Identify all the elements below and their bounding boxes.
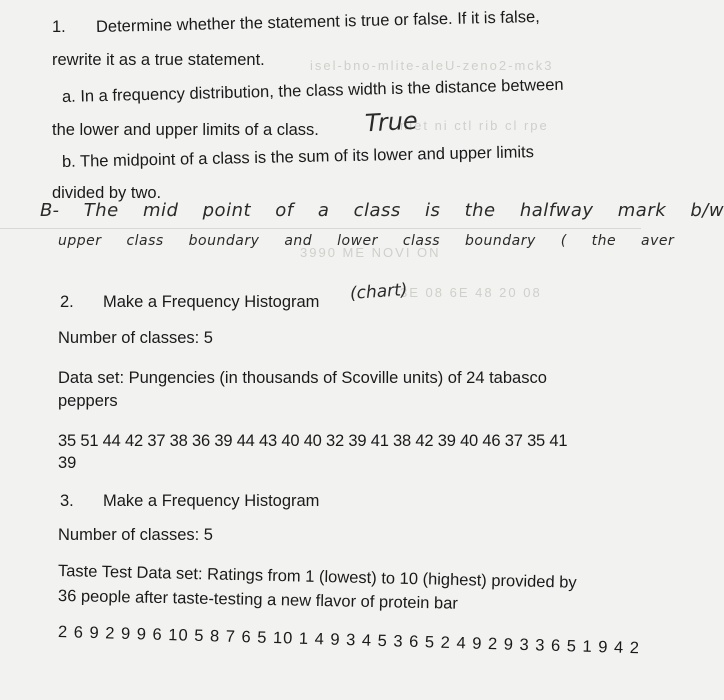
q2-number: 2.	[60, 293, 74, 311]
bleed-through-text: 3E 08 6E 48 20 08	[400, 285, 542, 300]
q3-title: Make a Frequency Histogram	[103, 492, 320, 510]
fold-line	[0, 228, 641, 229]
q2-classes: Number of classes: 5	[58, 329, 213, 347]
q1b-statement: b. The midpoint of a class is the sum of its lower and upper limits	[61, 143, 535, 171]
q3-classes: Number of classes: 5	[58, 526, 213, 544]
q1a-handwritten-answer: True	[364, 106, 419, 138]
bleed-through-text: 3990 ME NOVI ON	[300, 245, 441, 260]
q2-dataset: Data set: Pungencies (in thousands of Scoville units) of 24 tabasco	[58, 369, 547, 387]
q3-number: 3.	[60, 492, 74, 510]
q2-title: Make a Frequency Histogram	[103, 293, 320, 311]
q1-prompt: Determine whether the statement is true or false. If it is false,	[95, 7, 540, 36]
bleed-through-text: isel-bno-mlite-aleU-zeno2-mck3	[310, 58, 554, 73]
q3-values: 2 6 9 2 9 9 6 10 5 8 7 6 5 10 1 4 9 3 4 5 3 6 5 2 4 9 2 9 3 3 6 5 1 9 4 2	[57, 623, 641, 658]
q1a-statement-continued: the lower and upper limits of a class.	[52, 121, 319, 139]
q1a-statement: a. In a frequency distribution, the class width is the distance between	[61, 75, 564, 106]
q1b-handwritten-answer-continued: upper class boundary and lower class boundary ( the aver	[58, 233, 675, 249]
q2-values-continued: 39	[58, 454, 77, 472]
q1b-handwritten-answer: B- The mid point of a class is the halfway mark b/w	[40, 200, 724, 221]
q1b-statement-continued: divided by two.	[52, 184, 162, 202]
q2-dataset-continued: peppers	[58, 392, 118, 410]
q1-number: 1.	[52, 18, 66, 36]
q3-dataset: Taste Test Data set: Ratings from 1 (lowest) to 10 (highest) provided by	[57, 562, 577, 592]
bleed-through-text: nlet ni ctl rib cl rpe	[400, 118, 549, 133]
q1-prompt-continued: rewrite it as a true statement.	[52, 51, 265, 69]
q3-dataset-continued: 36 people after taste-testing a new flavor of protein bar	[57, 587, 459, 613]
q2-handwritten-note: (chart)	[349, 280, 409, 304]
q2-values: 35 51 44 42 37 38 36 39 44 43 40 40 32 39 41 38 42 39 40 46 37 35 41	[58, 432, 568, 450]
